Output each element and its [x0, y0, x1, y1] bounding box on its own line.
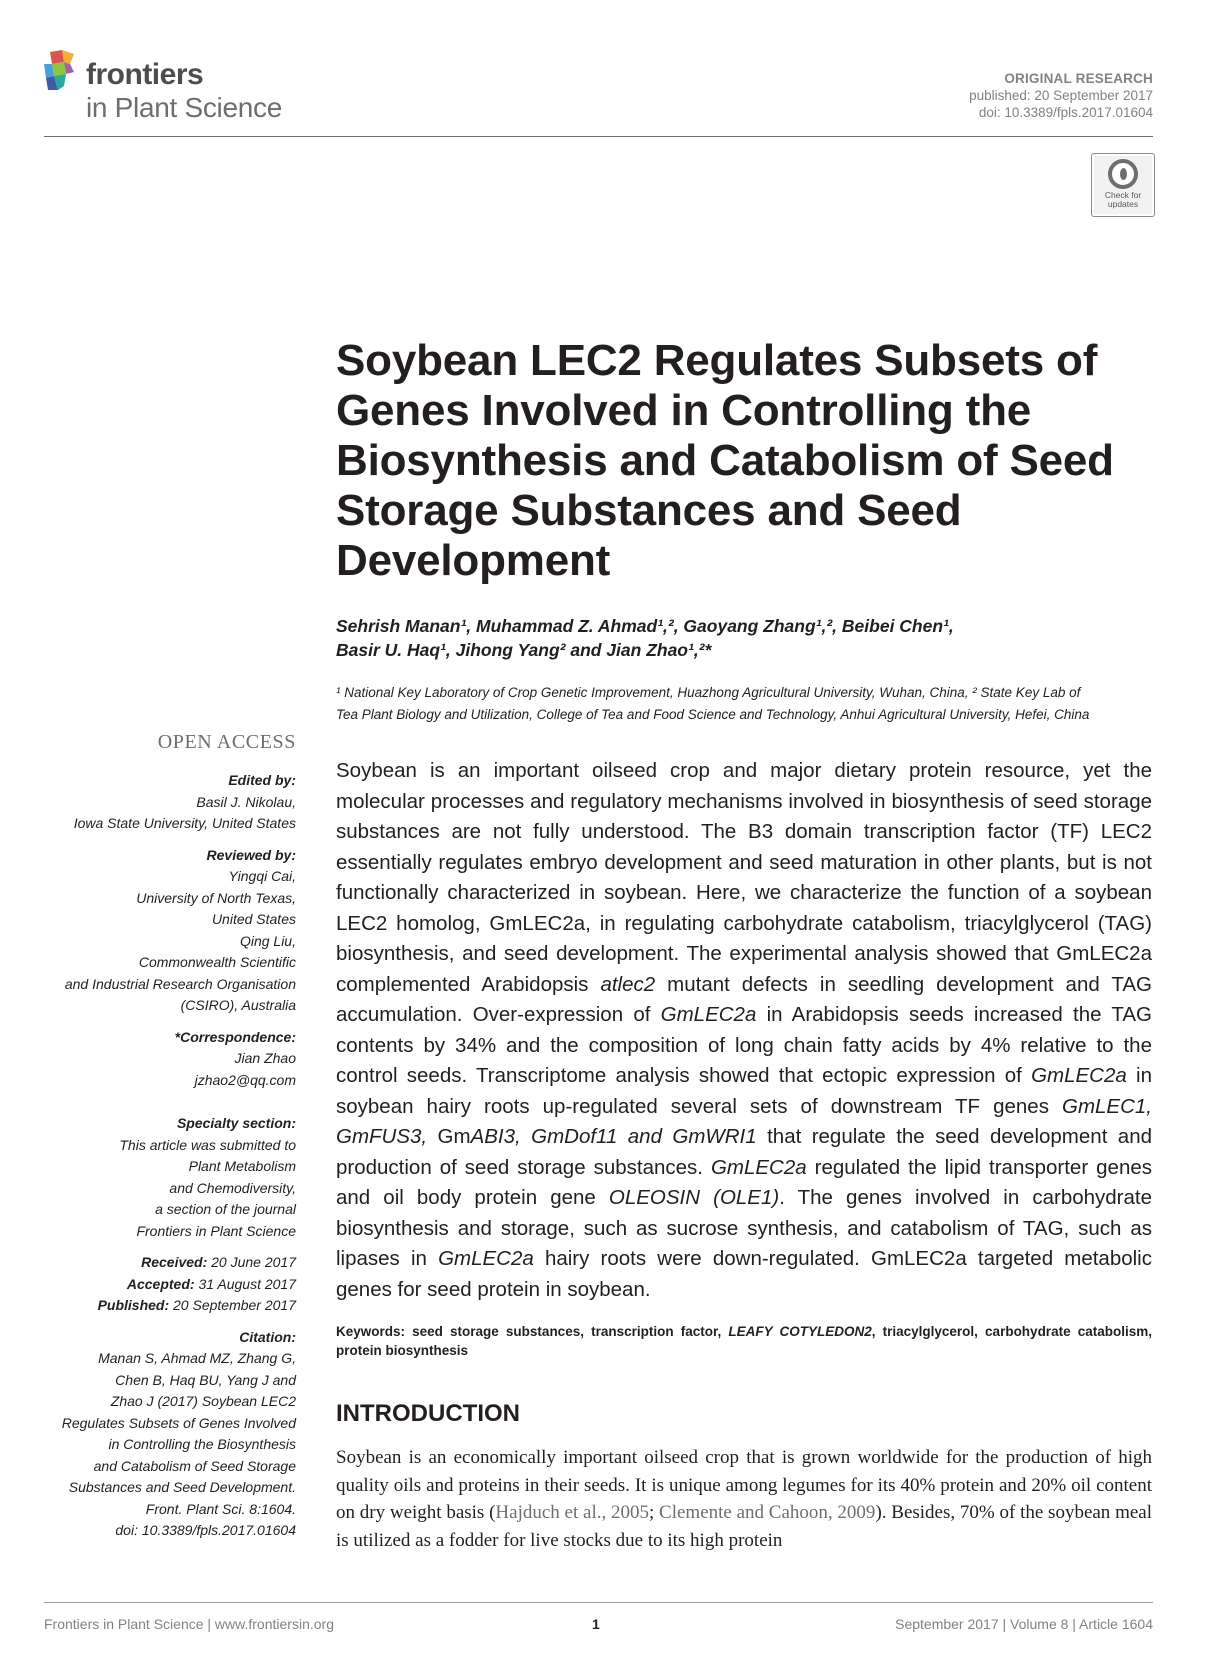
specialty-line: Plant Metabolism — [188, 1158, 296, 1174]
published-value: 20 September 2017 — [173, 1297, 296, 1313]
abstract-text: in Arabidopsis seeds increased the TAG contents by 34% and the composition of long chain fatty acids by 4% relative to the control seeds. Transcriptome analysis showed that ectopic expression of — [336, 1003, 1153, 1087]
affiliation-line: ¹ National Key Laboratory of Crop Genetic Improvement, Huazhong Agricultural University, Wuhan, China, ² State Key Lab of — [336, 685, 1081, 700]
journal-name: in Plant Science — [86, 92, 282, 123]
published-label: Published: — [97, 1297, 170, 1313]
abstract-text: . The genes involved in carbohydrate biosynthesis and storage, such as sucrose synthesis, and catabolism of TAG, such as lipases in — [336, 1186, 1152, 1270]
citation-line: doi: 10.3389/fpls.2017.01604 — [115, 1522, 296, 1538]
published-date-sidebar — [44, 1295, 296, 1317]
reviewer-line: Qing Liu, — [239, 932, 296, 949]
article-title — [336, 336, 1156, 586]
keywords-text: Keywords: seed storage substances, transcription factor, — [336, 1324, 729, 1339]
reviewer-line: United States — [211, 911, 296, 927]
abstract-text: that regulate the seed development and production of seed storage substances. — [336, 1125, 1153, 1179]
open-access-label: OPEN ACCESS — [157, 731, 296, 753]
check-label-1: Check for — [1104, 190, 1142, 200]
title-line: Soybean LEC2 Regulates Subsets of — [336, 336, 1098, 385]
received-date — [44, 1252, 296, 1274]
abstract-gene: GmLEC2a — [710, 1155, 807, 1179]
abstract-text: hairy roots were down-regulated. GmLEC2a targeted metabolic genes for seed protein in soybean. — [336, 1247, 1152, 1301]
reviewed-by-label: Reviewed by: — [206, 846, 296, 863]
keywords — [336, 1322, 1152, 1360]
correspondence-label: *Correspondence: — [174, 1028, 296, 1045]
author-line: Sehrish Manan¹, Muhammad Z. Ahmad¹,², Gaoyang Zhang¹,², Beibei Chen¹, — [336, 616, 954, 636]
introduction-paragraph — [336, 1444, 1152, 1554]
footer-journal[interactable]: Frontiers in Plant Science | www.frontiersin.org — [44, 1616, 334, 1632]
abstract-gene: GmLEC2a — [1031, 1064, 1127, 1087]
article-meta — [969, 70, 1153, 121]
citation-label: Citation: — [239, 1328, 296, 1345]
abstract-gene: GmLEC2a — [660, 1003, 757, 1026]
intro-text: ). Besides, 70% of the soybean meal is utilized as a fodder for live stocks due to its high protein — [336, 1502, 1152, 1551]
abstract-gene: ABI3, GmDof11 and GmWRI1 — [470, 1125, 757, 1148]
published-date: published: 20 September 2017 — [969, 88, 1153, 103]
specialty-line: and Chemodiversity, — [169, 1179, 296, 1196]
abstract — [336, 756, 1152, 1305]
frontiers-logo-icon — [44, 50, 84, 94]
specialty-label: Specialty section: — [176, 1115, 296, 1131]
abstract-text: Gm — [427, 1125, 471, 1148]
journal-logo — [44, 44, 294, 124]
check-updates-icon — [1108, 159, 1138, 189]
check-label-2: updates — [1107, 199, 1139, 209]
received-label: Received: — [141, 1254, 208, 1270]
title-line: Development — [336, 536, 611, 585]
article-type: ORIGINAL RESEARCH — [1004, 71, 1153, 86]
accepted-value: 31 August 2017 — [198, 1275, 296, 1292]
title-line: Storage Substances and Seed — [336, 486, 962, 535]
abstract-text: in soybean hairy roots up-regulated several sets of downstream TF genes — [336, 1064, 1152, 1118]
citation-line: Front. Plant Sci. 8:1604. — [145, 1500, 296, 1517]
keywords-text: , triacylglycerol, carbohydrate catabolism, protein biosynthesis — [336, 1324, 1152, 1358]
footer-issue: September 2017 | Volume 8 | Article 1604 — [895, 1616, 1153, 1632]
abstract-text: Soybean is an important oilseed crop and major dietary protein resource, yet the molecular processes and regulatory mechanisms involved in biosynthesis of seed storage substances are not fully understood. The B3 domain transcription factor (TF) LEC2 essentially regulates embryo development and seed maturation in other plants, but is not functionally characterized in soybean. Here, we characterize the function of a soybean LEC2 homolog, GmLEC2a, in regulating carbohydrate catabolism, triacylglycerol (TAG) biosynthesis, and seed development. The experimental analysis showed that GmLEC2a complemented Arabidopsis — [336, 759, 1152, 996]
abstract-gene: GmLEC2a — [438, 1247, 534, 1270]
citation-line: Substances and Seed Development. — [68, 1479, 296, 1495]
accepted-label: Accepted: — [126, 1275, 195, 1292]
abstract-text: regulated the lipid transporter genes and oil body protein gene — [336, 1155, 1152, 1209]
introduction-heading: INTRODUCTION — [336, 1400, 520, 1427]
title-line: Biosynthesis and Catabolism of Seed — [336, 436, 1114, 485]
accepted-date — [44, 1274, 296, 1296]
editor-line: Iowa State University, United States — [73, 815, 296, 831]
received-value: 20 June 2017 — [211, 1254, 296, 1270]
edited-by-label: Edited by: — [228, 772, 296, 788]
citation-line: in Controlling the Biosynthesis — [108, 1436, 296, 1452]
author-line: Basir U. Haq¹, Jihong Yang² and Jian Zhao¹,²* — [336, 640, 712, 660]
affiliations — [336, 682, 1156, 726]
citation-link[interactable]: Clemente and Cahoon, 2009 — [659, 1502, 876, 1523]
abstract-gene: OLEOSIN (OLE1) — [608, 1186, 780, 1209]
affiliation-line: Tea Plant Biology and Utilization, College of Tea and Food Science and Technology, Anhui Agricultural University, Hefei, China — [336, 707, 1090, 722]
reviewer-line: Commonwealth Scientific — [138, 954, 296, 970]
reviewer-line: Yingqi Cai, — [228, 868, 296, 884]
citation-line: and Catabolism of Seed Storage — [93, 1457, 296, 1474]
citation-line: Zhao J (2017) Soybean LEC2 — [110, 1393, 296, 1409]
citation-line: Chen B, Haq BU, Yang J and — [115, 1371, 296, 1388]
abstract-gene: GmLEC1, GmFUS3, — [336, 1094, 1152, 1148]
citation-line: Regulates Subsets of Genes Involved — [61, 1414, 296, 1431]
header-divider — [44, 136, 1153, 137]
reviewer-line: and Industrial Research Organisation — [64, 975, 296, 992]
specialty-line: a section of the journal — [155, 1201, 296, 1217]
article-sidebar — [44, 730, 296, 1542]
author-list — [336, 614, 1156, 662]
specialty-line: This article was submitted to — [119, 1136, 296, 1153]
brand-name: frontiers — [86, 58, 204, 91]
abstract-gene: atlec2 — [600, 972, 656, 996]
citation-line: Manan S, Ahmad MZ, Zhang G, — [98, 1350, 296, 1366]
check-for-updates-button[interactable] — [1091, 153, 1155, 217]
footer-divider — [44, 1602, 1153, 1603]
intro-text: ; — [649, 1502, 660, 1523]
keywords-gene: LEAFY COTYLEDON2 — [728, 1324, 872, 1339]
specialty-line: Frontiers in Plant Science — [136, 1222, 296, 1239]
page-number: 1 — [592, 1616, 600, 1632]
article-doi[interactable]: doi: 10.3389/fpls.2017.01604 — [978, 105, 1153, 120]
correspondence-name: Jian Zhao — [234, 1050, 296, 1066]
abstract-text: mutant defects in seedling development and TAG accumulation. Over-expression of — [336, 972, 1153, 1026]
citation-link[interactable]: Hajduch et al., 2005 — [495, 1502, 649, 1523]
reviewer-line: University of North Texas, — [136, 889, 296, 906]
reviewer-line: (CSIRO), Australia — [180, 997, 296, 1013]
correspondence-email-link[interactable]: jzhao2@qq.com — [194, 1071, 296, 1088]
title-line: Genes Involved in Controlling the — [336, 386, 1032, 435]
intro-text: Soybean is an economically important oilseed crop that is grown worldwide for the production of high quality oils and proteins in their seeds. It is unique among legumes for its 40% protein and 20% oil content on dry weight basis ( — [336, 1447, 1152, 1523]
editor-line: Basil J. Nikolau, — [196, 793, 296, 810]
